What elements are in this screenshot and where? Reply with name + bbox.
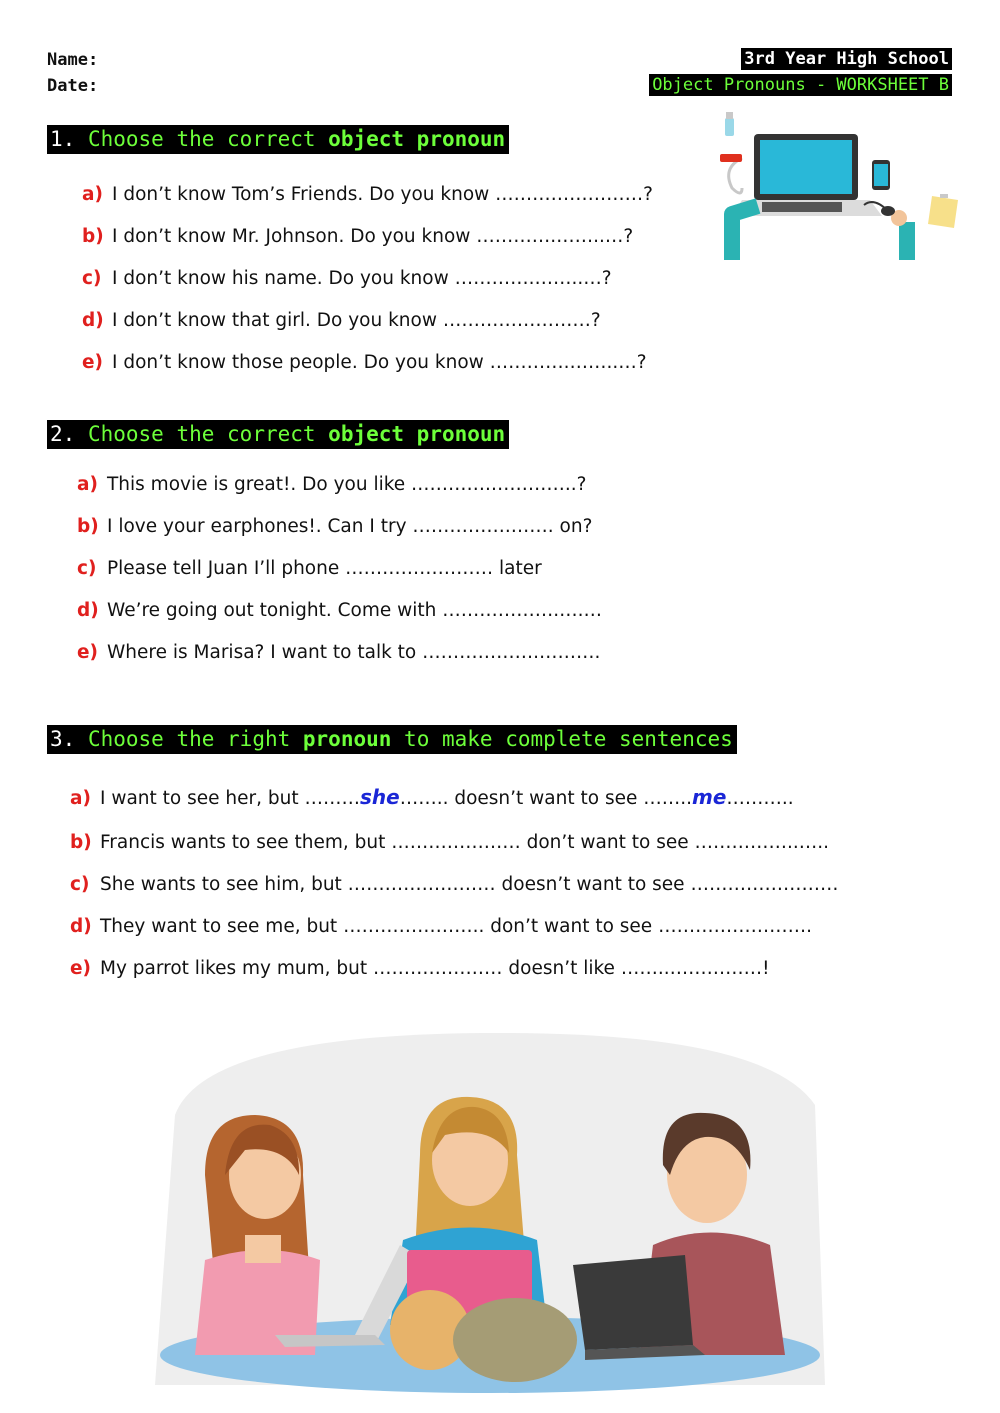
level-label: 3rd Year High School (741, 48, 952, 70)
cable-icon (720, 154, 742, 162)
question-3d: d) They want to see me, but ………………….. don’t want to see ……………………. (70, 916, 812, 937)
question-3c: c) She wants to see him, but …………………… doesn’t want to see …………………… (70, 874, 839, 895)
usb-icon (725, 118, 734, 136)
name-label: Name: (47, 50, 99, 70)
sticky-note-icon (928, 196, 958, 228)
question-3e: e) My parrot likes my mum, but ………………… doesn’t like ……..……………! (70, 958, 770, 979)
question-2d: d) We’re going out tonight. Come with ……………….….… (77, 600, 602, 621)
question-2a: a) This movie is great!. Do you like ………….…………..? (77, 474, 587, 495)
backpack-olive (453, 1298, 577, 1382)
question-1c: c) I don’t know his name. Do you know ………….……..…? (82, 268, 612, 289)
question-2e: e) Where is Marisa? I want to talk to ……………….………. (77, 642, 601, 663)
question-3a: a) I want to see her, but ………she…….. doesn’t want to see ……..me……….. (70, 785, 794, 809)
question-1d: d) I don’t know that girl. Do you know ……………………? (82, 310, 601, 331)
question-1b: b) I don’t know Mr. Johnson. Do you know ………….……..…? (82, 226, 634, 247)
date-label: Date: (47, 76, 99, 96)
students-illustration (145, 1025, 835, 1395)
computer-illustration (712, 110, 966, 260)
question-1a: a) I don’t know Tom’s Friends. Do you know ……………………? (82, 184, 653, 205)
section-2-title: 2. Choose the correct object pronoun (47, 420, 509, 449)
question-3b: b) Francis wants to see them, but ………………… don’t want to see ……………..….. (70, 832, 830, 853)
answer-she: she (359, 785, 400, 809)
question-1e: e) I don’t know those people. Do you know ………….……..…? (82, 352, 647, 373)
answer-me: me (692, 785, 727, 809)
worksheet-label: Object Pronouns - WORKSHEET B (649, 74, 952, 96)
section-3-title: 3. Choose the right pronoun to make complete sentences (47, 725, 737, 754)
question-2c: c) Please tell Juan I’ll phone …………………… later (77, 558, 542, 579)
section-1-title: 1. Choose the correct object pronoun (47, 125, 509, 154)
laptop-right (573, 1255, 705, 1360)
question-2b: b) I love your earphones!. Can I try …………….……. on? (77, 516, 593, 537)
